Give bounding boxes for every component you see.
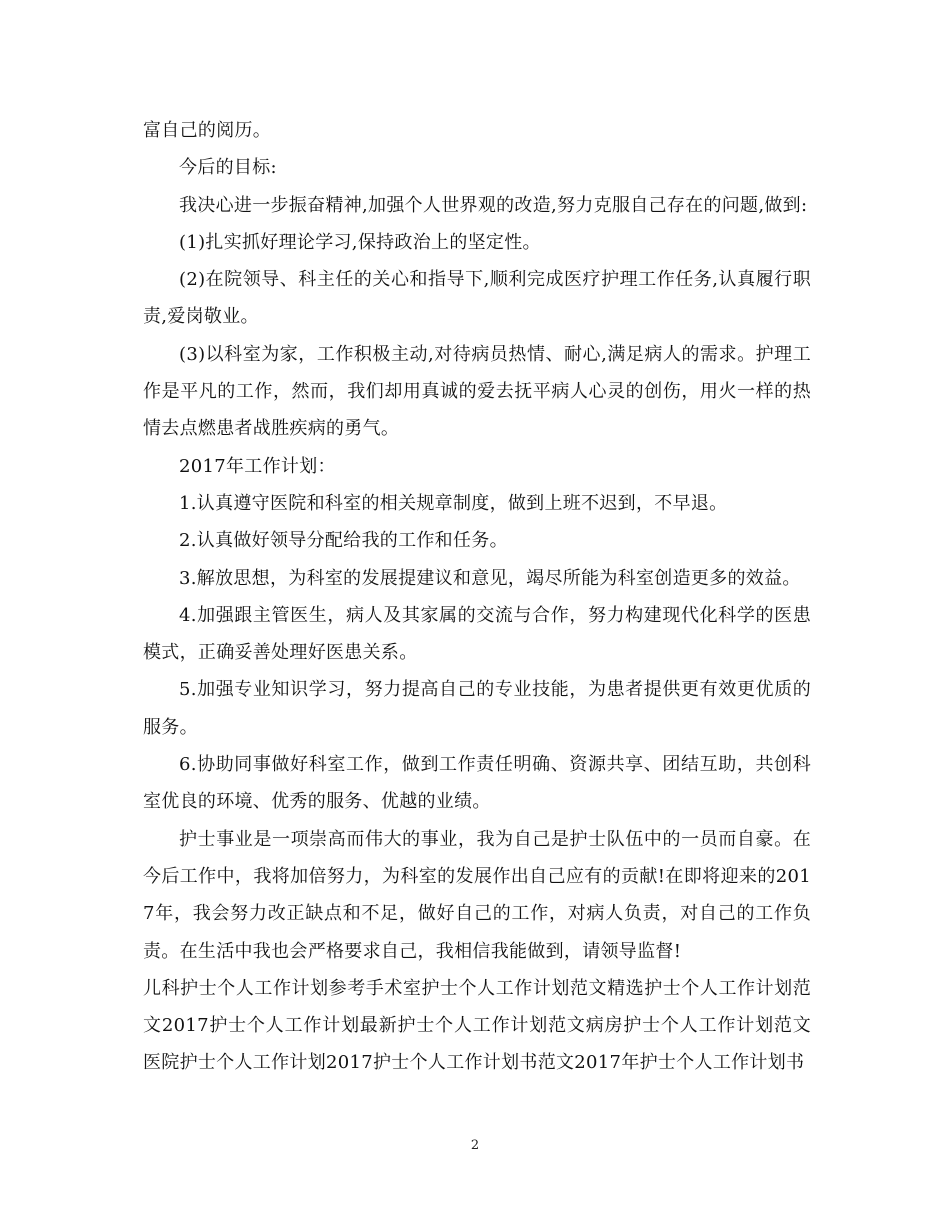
paragraph: 护士事业是一项崇高而伟大的事业，我为自己是护士队伍中的一员而自豪。在今后工作中，我将加倍努力，为科室的发展作出自己应有的贡献!在即将迎来的2017年，我会努力改正缺点和不足，做好自己的工作，对病人负责，对自己的工作负责。在生活中我也会严格要求自己，我相信我能做到，请领导监督!: [143, 828, 811, 962]
paragraph: 今后的目标:: [179, 157, 277, 179]
document-body: [143, 112, 811, 1082]
paragraph: 富自己的阅历。: [143, 120, 272, 141]
paragraph: 2.认真做好领导分配给我的工作和任务。: [179, 530, 508, 552]
paragraph: 2017年工作计划：: [179, 455, 336, 477]
paragraph: 我决心进一步振奋精神,加强个人世界观的改造,努力克服自己存在的问题,做到:: [179, 194, 808, 216]
paragraph: 6.协助同事做好科室工作，做到工作责任明确、资源共享、团结互助，共创科室优良的环境、优秀的服务、优越的业绩。: [143, 754, 811, 813]
paragraph: (3)以科室为家，工作积极主动,对待病员热情、耐心,满足病人的需求。护理工作是平凡的工作，然而，我们却用真诚的爱去抚平病人心灵的创伤，用火一样的热情去点燃患者战胜疾病的勇气。: [143, 343, 811, 440]
paragraph: 5.加强专业知识学习，努力提高自己的专业技能，为患者提供更有效更优质的服务。: [143, 679, 811, 738]
paragraph: 3.解放思想，为科室的发展提建议和意见，竭尽所能为科室创造更多的效益。: [179, 567, 801, 589]
paragraph: 4.加强跟主管医生，病人及其家属的交流与合作，努力构建现代化科学的医患模式，正确妥善处理好医患关系。: [143, 604, 811, 664]
paragraph: (1)扎实抓好理论学习,保持政治上的坚定性。: [179, 231, 541, 253]
paragraph: (2)在院领导、科主任的关心和指导下,顺利完成医疗护理工作任务,认真履行职责,爱岗敬业。: [143, 269, 811, 328]
paragraph: 1.认真遵守医院和科室的相关规章制度，做到上班不迟到，不早退。: [179, 492, 728, 514]
related-links-text: 儿科护士个人工作计划参考手术室护士个人工作计划范文精选护士个人工作计划范文2017护士个人工作计划最新护士个人工作计划范文病房护士个人工作计划范文医院护士个人工作计划2017护士个人工作计划书范文2017年护士个人工作计划书: [143, 977, 811, 1074]
page-number: 2: [470, 1138, 480, 1153]
